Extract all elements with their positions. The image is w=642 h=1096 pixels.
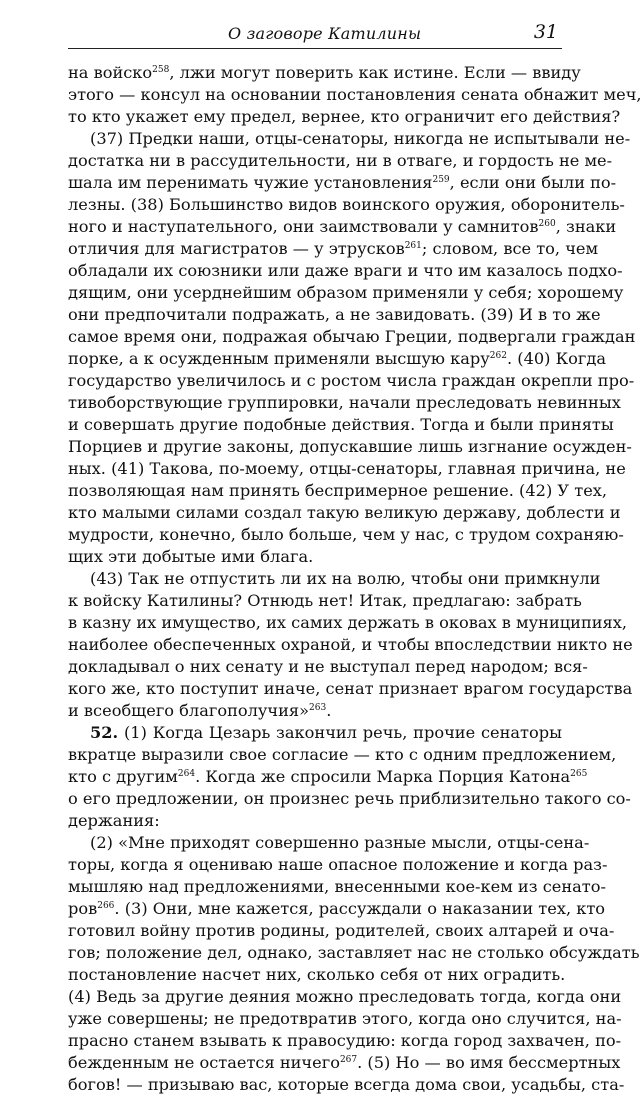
footnote-ref: 264 — [177, 769, 196, 779]
line-text: обладали их союзники или даже враги и что им казалось подхо- — [68, 261, 623, 280]
footnote-ref: 267 — [339, 1055, 358, 1065]
text-line — [68, 920, 615, 942]
line-text: , если они были по- — [449, 173, 617, 192]
text-line — [68, 700, 562, 722]
line-text: в казну их имущество, их самих держать в оковах в муниципиях, — [68, 613, 628, 632]
footnote-ref: 261 — [404, 241, 422, 251]
line-text: держания: — [68, 811, 160, 830]
line-text: (43) Так не отпустить ли их на волю, чтобы они примкнули — [90, 569, 601, 588]
line-text: докладывал о них сенату и не выступал перед народом; вся- — [68, 657, 588, 676]
running-head-title: О заговоре Катилины — [228, 24, 422, 43]
footnote-ref: 259 — [432, 175, 450, 185]
line-text: . (5) Но — во имя бессмертных — [357, 1053, 621, 1072]
text-line — [68, 722, 562, 744]
line-text: ного и наступательного, они заимствовали у самнитов — [68, 217, 539, 236]
line-text: о его предложении, он произнес речь приблизительно такого со- — [68, 789, 631, 808]
line-text: на войско — [68, 63, 153, 82]
line-text: этого — консул на основании постановления сената обнажит меч, — [68, 85, 642, 104]
text-line — [68, 1008, 622, 1030]
line-text: кто малыми силами создал такую великую державу, доблести и — [68, 503, 621, 522]
line-text: шала им перенимать чужие установления — [68, 173, 433, 192]
line-text: (1) Когда Цезарь закончил речь, прочие сенаторы — [118, 723, 562, 742]
line-text: кого же, кто поступит иначе, сенат признает врагом государства — [68, 679, 633, 698]
text-line — [68, 370, 635, 392]
line-text: готовил войну против родины, родителей, своих алтарей и оча- — [68, 921, 615, 940]
text-line — [68, 942, 640, 964]
text-line — [68, 194, 625, 216]
text-line — [68, 1052, 621, 1074]
text-line — [68, 568, 601, 590]
text-line — [68, 106, 621, 128]
line-text: (2) «Мне приходят совершенно разные мысли, отцы-сена- — [90, 833, 590, 852]
chapter-number: 52. — [90, 723, 119, 742]
text-line — [68, 150, 613, 172]
text-line — [68, 260, 623, 282]
text-line — [68, 898, 606, 920]
text-line — [68, 744, 617, 766]
line-text: государство увеличилось и с ростом числа граждан окрепли про- — [68, 371, 635, 390]
text-line — [68, 304, 601, 326]
footnote-ref: 266 — [97, 901, 115, 911]
text-line — [68, 172, 617, 194]
line-text: позволяющая нам принять беспримерное решение. (42) У тех, — [68, 481, 608, 500]
line-text: торы, когда я оцениваю наше опасное положение и когда раз- — [68, 855, 608, 874]
text-body — [68, 62, 642, 1096]
line-text: то кто укажет ему предел, вернее, кто ограничит его действия? — [68, 107, 621, 126]
footnote-ref: 260 — [538, 219, 556, 229]
line-text: мышляю над предложениями, внесенными кое-кем из сенато- — [68, 877, 606, 896]
text-line — [68, 832, 590, 854]
footnote-ref: 265 — [570, 769, 588, 779]
footnote-ref: 258 — [152, 65, 170, 75]
line-text: дящим, они усерднейшим образом применяли у себя; хорошему — [68, 283, 624, 302]
line-text: (37) Предки наши, отцы-сенаторы, никогда не испытывали не- — [90, 129, 631, 148]
line-text: они предпочитали подражать, а не завидовать. (39) И в то же — [68, 305, 601, 324]
line-text: отличия для магистратов — у этрусков — [68, 239, 405, 258]
line-text: самое время они, подражая обычаю Греции, подвергали граждан — [68, 327, 636, 346]
line-text: и всеобщего благополучия» — [68, 701, 310, 720]
line-text: бежденным не остается ничего — [68, 1053, 340, 1072]
line-text: порке, а к осужденным применяли высшую кару — [68, 349, 490, 368]
text-line — [68, 524, 624, 546]
line-text: мудрости, конечно, было больше, чем у нас, с трудом сохраняю- — [68, 525, 624, 544]
text-line — [68, 590, 582, 612]
text-line — [68, 788, 631, 810]
text-line — [68, 1074, 625, 1096]
line-text: постановление насчет них, сколько себя от них оградить. — [68, 965, 566, 984]
running-head — [68, 18, 562, 49]
line-text: вкратце выразили свое согласие — кто с одним предложением, — [68, 745, 617, 764]
line-text: наиболее обеспеченных охраной, и чтобы впоследствии никто не — [68, 635, 633, 654]
text-line — [68, 480, 608, 502]
line-text: лезны. (38) Большинство видов воинского оружия, оборонитель- — [68, 195, 625, 214]
text-line — [68, 128, 631, 150]
text-line — [68, 216, 617, 238]
text-line — [68, 502, 621, 524]
line-text: богов! — призываю вас, которые всегда дома свои, усадьбы, ста- — [68, 1075, 625, 1094]
text-line — [68, 282, 624, 304]
footnote-ref: 262 — [489, 351, 507, 361]
line-text: тивоборствующие группировки, начали преследовать невинных — [68, 393, 621, 412]
line-text: достатка ни в рассудительности, ни в отваге, и гордость не ме- — [68, 151, 613, 170]
text-line — [68, 392, 621, 414]
line-text: к войску Катилины? Отнюдь нет! Итак, предлагаю: забрать — [68, 591, 582, 610]
line-text: , лжи могут поверить как истине. Если — ввиду — [169, 63, 581, 82]
line-text: и совершать другие подобные действия. Тогда и были приняты — [68, 415, 614, 434]
text-line — [68, 458, 626, 480]
text-line — [68, 656, 588, 678]
line-text: . — [326, 701, 332, 720]
line-text: ров — [68, 899, 98, 918]
footnote-ref: 263 — [309, 703, 327, 713]
text-line — [68, 436, 632, 458]
line-text: . (40) Когда — [506, 349, 607, 368]
page-number: 31 — [533, 21, 558, 43]
text-line — [68, 62, 581, 84]
line-text: ных. (41) Такова, по-моему, отцы-сенаторы, главная причина, не — [68, 459, 626, 478]
line-text: щих эти добытые ими блага. — [68, 547, 314, 566]
text-line — [68, 326, 636, 348]
text-line — [68, 678, 633, 700]
line-text: Порциев и другие законы, допускавшие лишь изгнание осужден- — [68, 437, 632, 456]
text-line — [68, 876, 606, 898]
text-line — [68, 1030, 622, 1052]
line-text: . (3) Они, мне кажется, рассуждали о наказании тех, кто — [114, 899, 606, 918]
line-text: прасно станем взывать к правосудию: когда город захвачен, по- — [68, 1031, 622, 1050]
text-line — [68, 84, 642, 106]
line-text: гов; положение дел, однако, заставляет нас не столько обсуждать — [68, 943, 640, 962]
text-line — [68, 612, 628, 634]
text-line — [68, 854, 608, 876]
text-line — [68, 414, 614, 436]
text-line — [68, 348, 607, 370]
line-text: . Когда же спросили Марка Порция Катона — [195, 767, 571, 786]
line-text: (4) Ведь за другие деяния можно преследовать тогда, когда они — [68, 987, 622, 1006]
line-text: ; словом, все то, чем — [421, 239, 599, 258]
line-text: , знаки — [555, 217, 617, 236]
text-line — [68, 964, 566, 986]
text-line — [68, 810, 562, 832]
line-text: кто с другим — [68, 767, 178, 786]
text-line — [68, 766, 588, 788]
text-line — [68, 238, 599, 260]
line-text: уже совершены; не предотвратив этого, когда оно случится, на- — [68, 1009, 622, 1028]
text-line — [68, 986, 622, 1008]
text-line — [68, 634, 633, 656]
text-line — [68, 546, 562, 568]
